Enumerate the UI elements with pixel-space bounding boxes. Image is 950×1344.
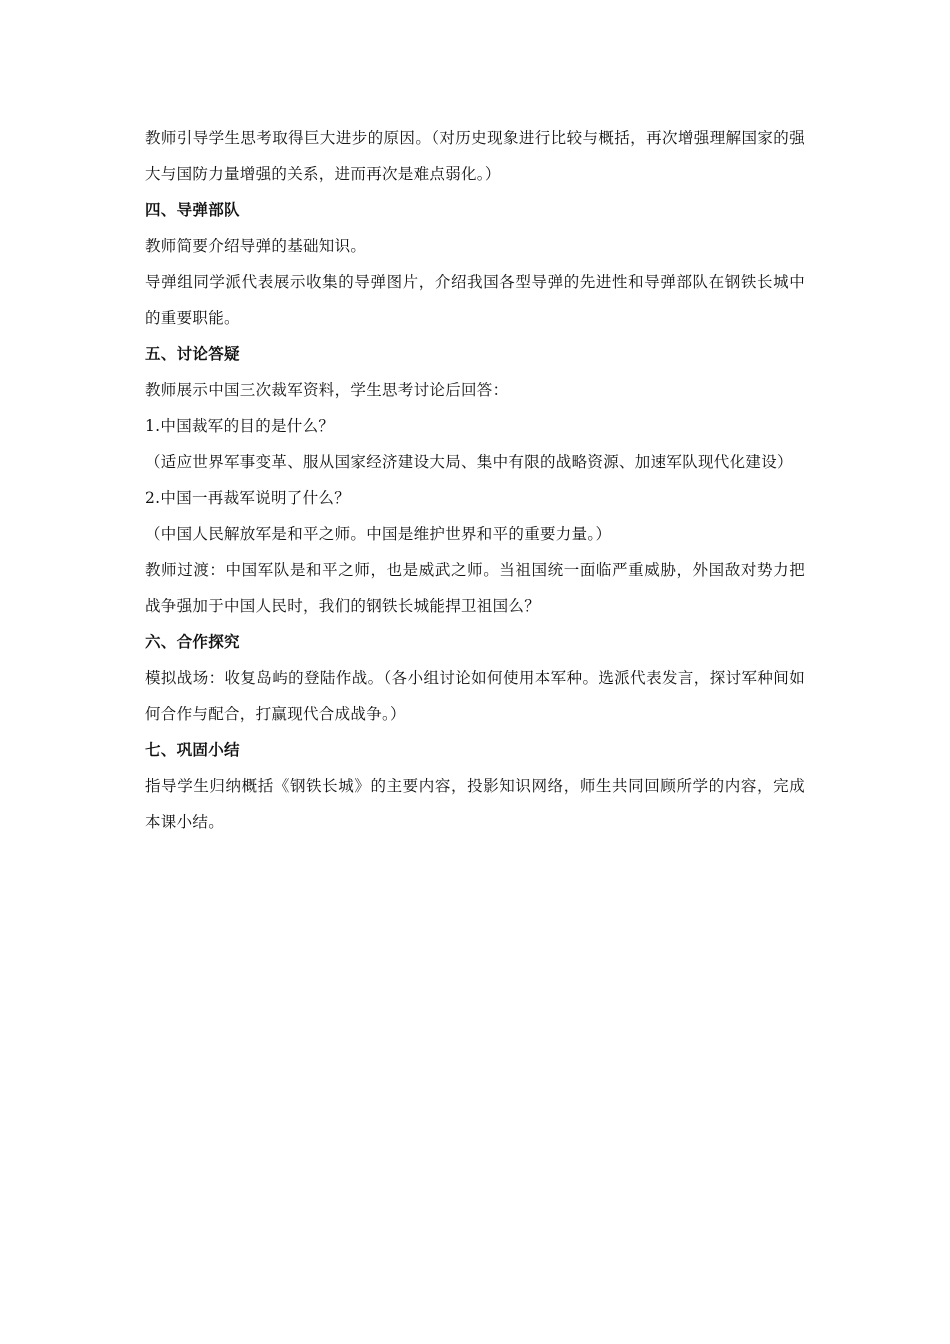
section-heading-summary: 七、巩固小结 bbox=[145, 740, 240, 759]
paragraph-missile-basics: 教师简要介绍导弹的基础知识。 bbox=[145, 237, 367, 255]
section-heading-cooperative-inquiry: 六、合作探究 bbox=[145, 632, 240, 651]
answer-1: （适应世界军事变革、服从国家经济建设大局、集中有限的战略资源、加速军队现代化建设） bbox=[145, 453, 793, 471]
section-heading-missile-forces: 四、导弹部队 bbox=[145, 200, 240, 219]
section-heading-discussion: 五、讨论答疑 bbox=[145, 344, 240, 363]
paragraph-simulated-battlefield: 模拟战场：收复岛屿的登陆作战。（各小组讨论如何使用本军种。选派代表发言，探讨军种间如何合作与配合，打赢现代合成战争。） bbox=[145, 669, 805, 723]
paragraph-missile-group-presentation: 导弹组同学派代表展示收集的导弹图片，介绍我国各型导弹的先进性和导弹部队在钢铁长城中的重要职能。 bbox=[145, 273, 805, 327]
paragraph-reason-reflection: 教师引导学生思考取得巨大进步的原因。（对历史现象进行比较与概括，再次增强理解国家的强大与国防力量增强的关系，进而再次是难点弱化。） bbox=[145, 129, 805, 183]
paragraph-teacher-transition: 教师过渡：中国军队是和平之师，也是威武之师。当祖国统一面临严重威胁，外国敌对势力把战争强加于中国人民时，我们的钢铁长城能捍卫祖国么？ bbox=[145, 561, 805, 615]
paragraph-disarmament-materials: 教师展示中国三次裁军资料，学生思考讨论后回答： bbox=[145, 381, 509, 399]
document-body bbox=[145, 120, 805, 840]
paragraph-summary: 指导学生归纳概括《钢铁长城》的主要内容，投影知识网络，师生共同回顾所学的内容，完成本课小结。 bbox=[145, 777, 805, 831]
answer-2: （中国人民解放军是和平之师。中国是维护世界和平的重要力量。） bbox=[145, 525, 612, 543]
question-2: 2.中国一再裁军说明了什么？ bbox=[145, 489, 350, 507]
question-1: 1.中国裁军的目的是什么？ bbox=[145, 417, 335, 435]
